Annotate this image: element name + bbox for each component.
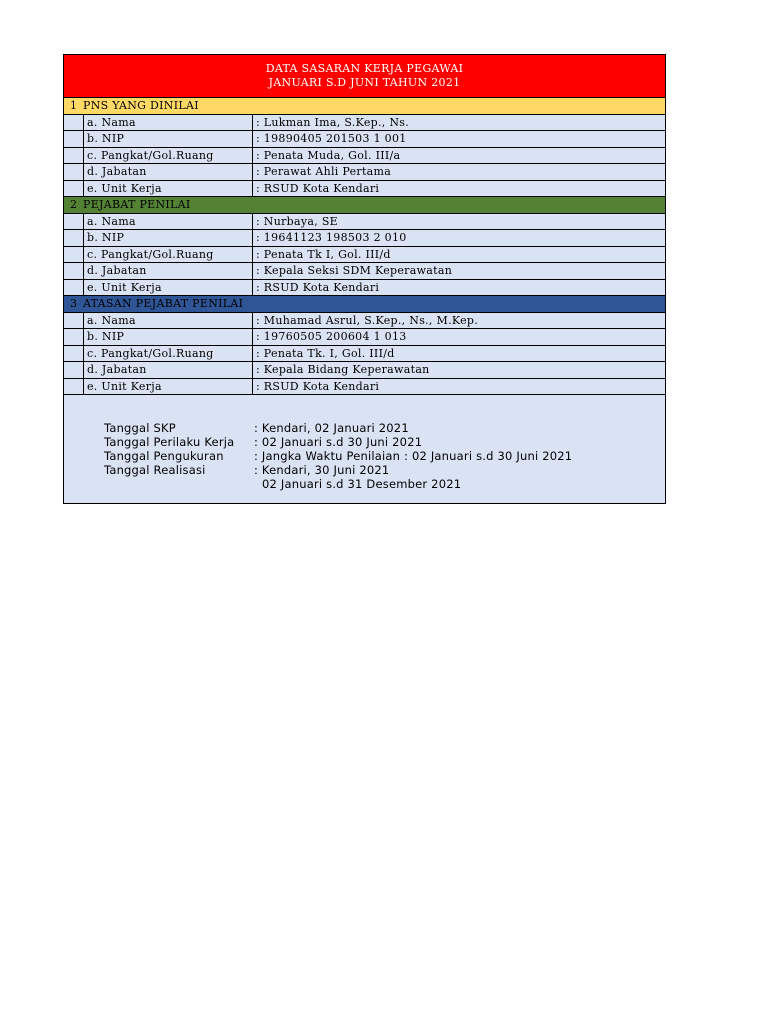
table-row	[64, 379, 665, 396]
field-value: : Penata Tk. I, Gol. III/d	[256, 346, 395, 360]
tanggal-realisasi-row-2	[104, 477, 461, 491]
field-label: e. Unit Kerja	[84, 181, 253, 197]
field-value: : Nurbaya, SE	[256, 214, 339, 228]
field-value: : Penata Muda, Gol. III/a	[256, 148, 401, 162]
tanggal-skp-value: : Kendari, 02 Januari 2021	[254, 421, 409, 435]
tanggal-realisasi-row	[104, 463, 389, 477]
field-value: : 19641123 198503 2 010	[256, 231, 407, 244]
field-value: : Kepala Seksi SDM Keperawatan	[256, 264, 453, 277]
table-row	[64, 247, 665, 264]
table-row	[64, 214, 665, 231]
section-label: PNS YANG DINILAI	[83, 99, 199, 112]
table-row	[64, 362, 665, 379]
tanggal-realisasi-value-2: 02 Januari s.d 31 Desember 2021	[262, 477, 462, 491]
field-value: : Perawat Ahli Pertama	[256, 165, 392, 178]
table-row	[64, 181, 665, 198]
field-value: : Muhamad Asrul, S.Kep., Ns., M.Kep.	[256, 313, 479, 327]
table-row	[64, 313, 665, 330]
document-title	[64, 55, 665, 98]
field-value: : RSUD Kota Kendari	[256, 280, 380, 294]
tanggal-skp-row	[104, 421, 409, 435]
section-header-pejabat-penilai	[64, 197, 665, 214]
title-line-2: JANUARI S.D JUNI TAHUN 2021	[268, 76, 461, 89]
table-row	[64, 148, 665, 165]
table-row	[64, 280, 665, 297]
field-value: : Penata Tk I, Gol. III/d	[256, 247, 391, 261]
field-label: b. NIP	[84, 329, 253, 345]
tanggal-pengukuran-row	[104, 449, 572, 463]
field-label: d. Jabatan	[84, 263, 253, 279]
field-value: : 19890405 201503 1 001	[256, 132, 407, 145]
field-label: c. Pangkat/Gol.Ruang	[84, 247, 253, 263]
field-value: : 19760505 200604 1 013	[256, 330, 407, 343]
table-row	[64, 346, 665, 363]
tanggal-realisasi-label: Tanggal Realisasi	[104, 463, 206, 477]
table-row	[64, 115, 665, 132]
tanggal-perilaku-label: Tanggal Perilaku Kerja	[104, 435, 235, 449]
section-header-pns-dinilai	[64, 98, 665, 115]
field-label: b. NIP	[84, 230, 253, 246]
field-label: b. NIP	[84, 131, 253, 147]
field-label: a. Nama	[84, 115, 253, 131]
table-row	[64, 263, 665, 280]
field-label: d. Jabatan	[84, 362, 253, 378]
section-number: 1	[70, 99, 77, 112]
field-value: : Kepala Bidang Keperawatan	[256, 363, 430, 376]
field-label: d. Jabatan	[84, 164, 253, 180]
table-row	[64, 329, 665, 346]
tanggal-pengukuran-label: Tanggal Pengukuran	[104, 449, 224, 463]
tanggal-pengukuran-value: : Jangka Waktu Penilaian : 02 Januari s.d 30 Juni 2021	[254, 449, 573, 463]
section-header-atasan-pejabat-penilai	[64, 296, 665, 313]
date-info-block	[64, 395, 665, 503]
section-number: 3	[70, 297, 77, 310]
section-number: 2	[70, 198, 77, 211]
table-row	[64, 164, 665, 181]
tanggal-skp-label: Tanggal SKP	[104, 421, 176, 435]
field-label: c. Pangkat/Gol.Ruang	[84, 346, 253, 362]
field-label: a. Nama	[84, 214, 253, 230]
section-label: PEJABAT PENILAI	[83, 198, 191, 211]
field-label: c. Pangkat/Gol.Ruang	[84, 148, 253, 164]
tanggal-perilaku-value: : 02 Januari s.d 30 Juni 2021	[254, 435, 423, 449]
field-label: e. Unit Kerja	[84, 280, 253, 296]
field-value: : RSUD Kota Kendari	[256, 379, 380, 393]
skp-data-table	[63, 54, 666, 504]
tanggal-realisasi-value: : Kendari, 30 Juni 2021	[254, 463, 390, 477]
field-label: a. Nama	[84, 313, 253, 329]
tanggal-perilaku-row	[104, 435, 422, 449]
table-row	[64, 230, 665, 247]
section-label: ATASAN PEJABAT PENILAI	[83, 297, 244, 310]
title-line-1: DATA SASARAN KERJA PEGAWAI	[265, 62, 464, 75]
field-value: : RSUD Kota Kendari	[256, 181, 380, 195]
field-value: : Lukman Ima, S.Kep., Ns.	[256, 115, 410, 129]
table-row	[64, 131, 665, 148]
field-label: e. Unit Kerja	[84, 379, 253, 395]
